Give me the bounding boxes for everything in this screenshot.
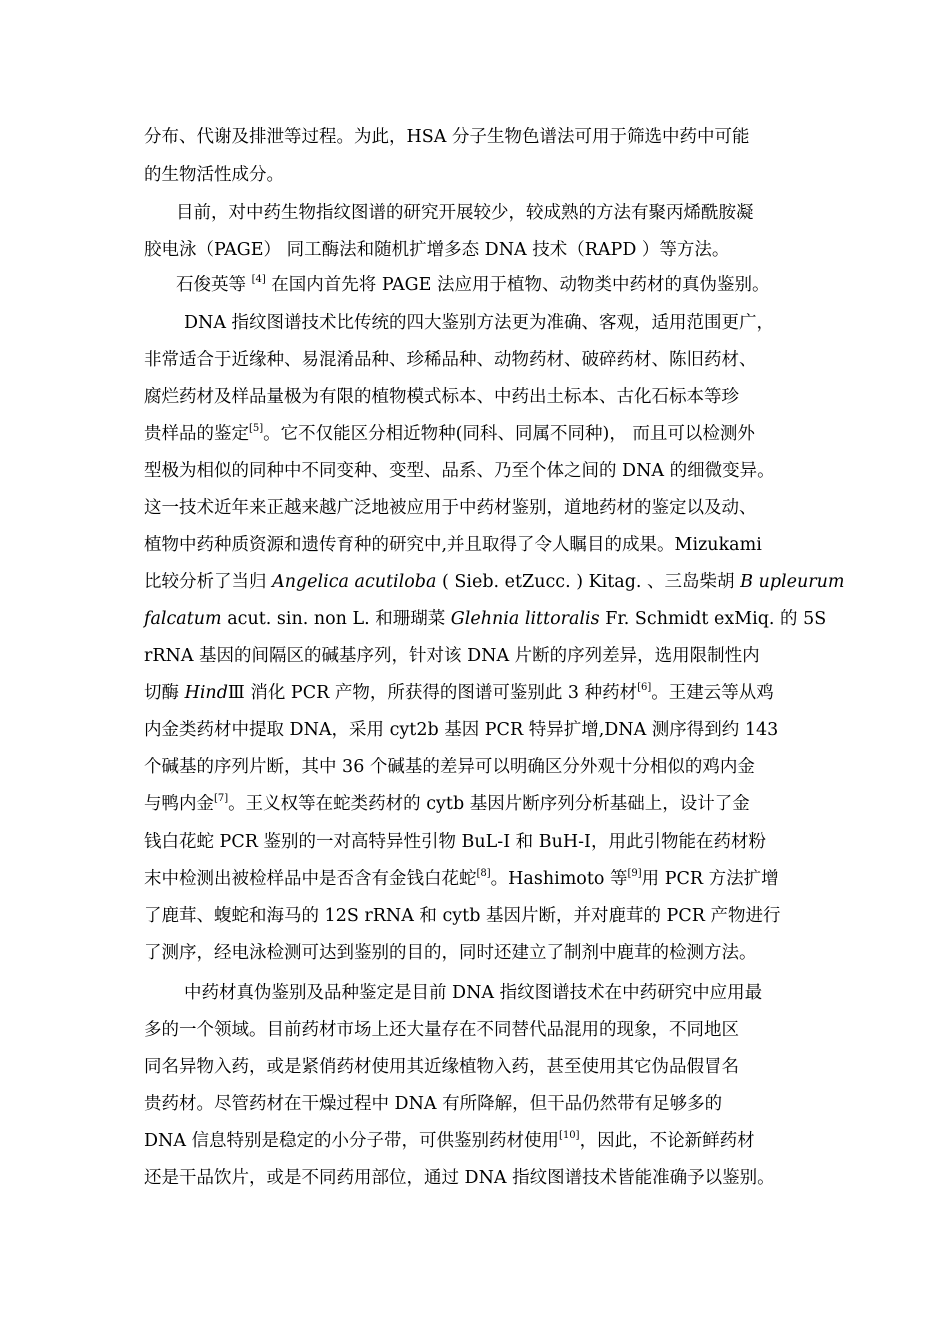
text-run: 石俊英等 — [176, 275, 252, 295]
text-line — [144, 126, 749, 148]
text-line — [144, 349, 757, 371]
text-run: 贵样品的鉴定 — [144, 424, 249, 444]
italic-term: Angelica acutiloba — [272, 572, 437, 592]
text-run: 。它不仅能区分相近物种(同科、同属不同种)， 而且可以检测外 — [263, 424, 755, 444]
text-run: ，因此，不论新鲜药材 — [579, 1131, 755, 1151]
text-line — [176, 274, 769, 296]
text-line — [144, 534, 762, 556]
text-run: 内金类药材中提取 DNA，采用 cyt2b 基因 PCR 特异扩增,DNA 测序得到约 143 — [144, 720, 779, 740]
italic-term: falcatum — [144, 609, 222, 629]
text-run: 贵药材。尽管药材在干燥过程中 DNA 有所降解，但干品仍然带有足够多的 — [144, 1094, 723, 1114]
text-line — [144, 645, 760, 667]
text-run: 个碱基的序列片断，其中 36 个碱基的差异可以明确区分外观十分相似的鸡内金 — [144, 757, 755, 777]
text-run: 的生物活性成分。 — [144, 165, 284, 185]
citation-ref: [4] — [251, 274, 266, 286]
text-run: 植物中药种质资源和遗传育种的研究中,并且取得了令人瞩目的成果。Mizukami — [144, 535, 762, 555]
text-run: 钱白花蛇 PCR 鉴别的一对高特异性引物 BuL-I 和 BuH-I，用此引物能在药材粉 — [144, 832, 766, 852]
text-line — [144, 1093, 722, 1115]
text-run: 目前，对中药生物指纹图谱的研究开展较少，较成熟的方法有聚丙烯酰胺凝 — [176, 203, 754, 223]
text-line — [184, 982, 762, 1004]
text-line — [144, 423, 755, 445]
text-run: 了测序，经电泳检测可达到鉴别的目的，同时还建立了制剂中鹿茸的检测方法。 — [144, 943, 757, 963]
text-line — [144, 608, 826, 630]
text-run: ( Sieb. etZucc. ) Kitag. 、三岛柴胡 — [436, 572, 741, 592]
text-line — [144, 571, 844, 593]
text-run: 了鹿茸、蝮蛇和海马的 12S rRNA 和 cytb 基因片断，并对鹿茸的 PCR 产物进行 — [144, 906, 781, 926]
text-run: 中药材真伪鉴别及品种鉴定是目前 DNA 指纹图谱技术在中药研究中应用最 — [184, 983, 763, 1003]
text-run: 非常适合于近缘种、易混淆品种、珍稀品种、动物药材、破碎药材、陈旧药材、 — [144, 350, 757, 370]
text-run: 型极为相似的同种中不同变种、变型、品系、乃至个体之间的 DNA 的细微变异。 — [144, 461, 775, 481]
text-line — [144, 682, 774, 704]
text-run: 。Hashimoto 等 — [490, 869, 628, 889]
citation-ref: [9] — [627, 868, 642, 880]
text-line — [144, 831, 766, 853]
text-line — [144, 905, 780, 927]
text-line — [144, 1167, 775, 1189]
text-run: 与鸭内金 — [144, 794, 214, 814]
text-line — [144, 460, 775, 482]
text-line — [144, 164, 284, 186]
text-run: 用 PCR 方法扩增 — [641, 869, 779, 889]
text-run: 这一技术近年来正越来越广泛地被应用于中药材鉴别，道地药材的鉴定以及动、 — [144, 498, 757, 518]
text-run: rRNA 基因的间隔区的碱基序列，针对该 DNA 片断的序列差异，选用限制性内 — [144, 646, 760, 666]
citation-ref: [6] — [637, 682, 652, 694]
text-run: 切酶 — [144, 683, 185, 703]
text-run: 还是干品饮片，或是不同药用部位，通过 DNA 指纹图谱技术皆能准确予以鉴别。 — [144, 1168, 775, 1188]
text-run: DNA 信息特别是稳定的小分子带，可供鉴别药材使用 — [144, 1131, 560, 1151]
text-line — [144, 1130, 755, 1152]
text-run: 胶电泳（PAGE） 同工酶法和随机扩增多态 DNA 技术（RAPD ）等方法。 — [144, 240, 730, 260]
text-run: DNA 指纹图谱技术比传统的四大鉴别方法更为准确、客观，适用范围更广， — [184, 313, 775, 333]
text-line — [144, 868, 779, 890]
text-line — [184, 312, 774, 334]
italic-term: Hind — [184, 683, 228, 703]
text-run: acut. sin. non L. 和珊瑚菜 — [221, 609, 451, 629]
text-line — [144, 793, 750, 815]
text-line — [144, 756, 755, 778]
text-run: 。王义权等在蛇类药材的 cytb 基因片断序列分析基础上，设计了金 — [228, 794, 750, 814]
text-run: Ⅲ 消化 PCR 产物，所获得的图谱可鉴别此 3 种药材 — [227, 683, 638, 703]
text-line — [144, 386, 739, 408]
citation-ref: [7] — [214, 793, 229, 805]
italic-term: Glehnia littoralis — [450, 609, 600, 629]
citation-ref: [10] — [559, 1130, 580, 1142]
citation-ref: [8] — [476, 868, 491, 880]
text-run: Fr. Schmidt exMiq. 的 5S — [599, 609, 827, 629]
text-line — [144, 497, 757, 519]
text-run: 分布、代谢及排泄等过程。为此，HSA 分子生物色谱法可用于筛选中药中可能 — [144, 127, 750, 147]
text-line — [144, 1019, 739, 1041]
citation-ref: [5] — [249, 423, 264, 435]
text-run: 多的一个领域。目前药材市场上还大量存在不同替代品混用的现象，不同地区 — [144, 1020, 739, 1040]
text-run: 在国内首先将 PAGE 法应用于植物、动物类中药材的真伪鉴别。 — [265, 275, 770, 295]
text-run: 。王建云等从鸡 — [651, 683, 774, 703]
italic-term: B upleurum — [740, 572, 845, 592]
text-line — [144, 1056, 739, 1078]
text-run: 同名异物入药，或是紧俏药材使用其近缘植物入药，甚至使用其它伪品假冒名 — [144, 1057, 739, 1077]
text-line — [176, 202, 754, 224]
text-run: 腐烂药材及样品量极为有限的植物模式标本、中药出土标本、古化石标本等珍 — [144, 387, 739, 407]
text-line — [144, 942, 757, 964]
text-run: 末中检测出被检样品中是否含有金钱白花蛇 — [144, 869, 477, 889]
text-line — [144, 239, 729, 261]
text-line — [144, 719, 778, 741]
text-run: 比较分析了当归 — [144, 572, 273, 592]
